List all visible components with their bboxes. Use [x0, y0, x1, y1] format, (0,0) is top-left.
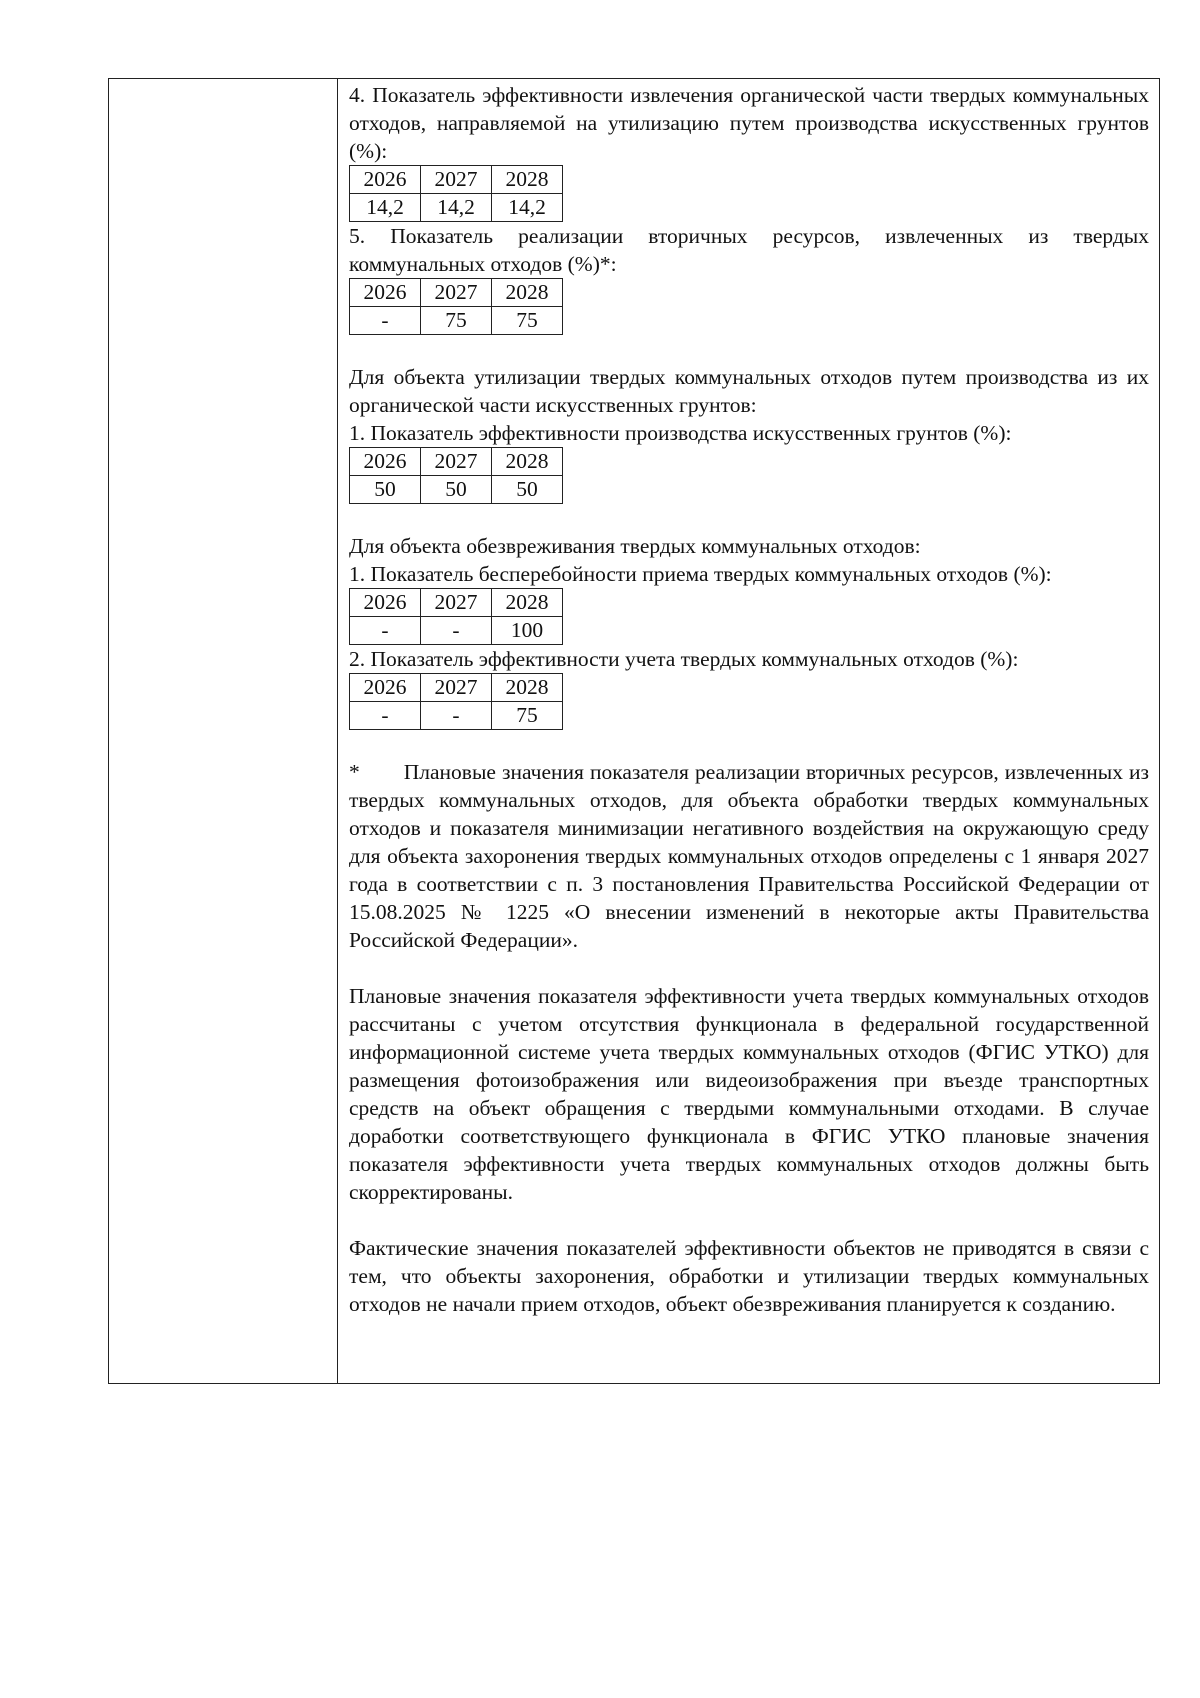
year-cell: 2026	[350, 589, 421, 617]
year-cell: 2028	[492, 589, 563, 617]
indicator-5-table	[349, 278, 563, 335]
value-cell: -	[350, 307, 421, 335]
year-cell: 2026	[350, 674, 421, 702]
neutral-indicator-2-table	[349, 673, 563, 730]
indicator-5-text: 5. Показатель реализации вторичных ресурсов, извлеченных из твердых коммунальных отходов (%)*:	[349, 224, 1149, 276]
soil-indicator-1-text: 1. Показатель эффективности производства искусственных грунтов (%):	[349, 421, 1012, 445]
value-cell: 14,2	[421, 194, 492, 222]
year-cell: 2027	[421, 674, 492, 702]
table-row	[350, 589, 563, 617]
year-cell: 2026	[350, 166, 421, 194]
footnote-text: Плановые значения показателя реализации вторичных ресурсов, извлеченных из твердых коммунальных отходов, для объекта обработки твердых коммунальных отходов и показателя минимизации негативного воздействия на окружающую среду для объекта захоронения твердых коммунальных отходов определены с 1 января 2027 года в соответствии с п. 3 постановления Правительства Российской Федерации от 15.08.2025 № 1225 «О внесении изменений в некоторые акты Правительства Российской Федерации».	[349, 760, 1149, 952]
document-table	[108, 78, 1160, 1384]
table-row	[350, 674, 563, 702]
table-row	[350, 476, 563, 504]
footnote-paragraph	[349, 758, 1149, 954]
table-row	[350, 702, 563, 730]
table-row	[350, 307, 563, 335]
indicator-4-table	[349, 165, 563, 222]
fgis-paragraph: Плановые значения показателя эффективности учета твердых коммунальных отходов рассчитаны с учетом отсутствия функционала в федеральной государственной информационной системе учета твердых коммунальных отходов (ФГИС УТКО) для размещения фотоизображения или видеоизображения при въезде транспортных средств на объект обращения с твердыми коммунальными отходами. В случае доработки соответствующего функционала в ФГИС УТКО плановые значения показателя эффективности учета твердых коммунальных отходов должны быть скорректированы.	[349, 984, 1149, 1204]
value-cell: 100	[492, 617, 563, 645]
table-row	[350, 279, 563, 307]
spacer	[349, 335, 1149, 363]
value-cell: 75	[492, 702, 563, 730]
year-cell: 2027	[421, 589, 492, 617]
year-cell: 2026	[350, 279, 421, 307]
section-soil-heading: Для объекта утилизации твердых коммунальных отходов путем производства из их органической части искусственных грунтов:	[349, 365, 1149, 417]
value-cell: -	[421, 702, 492, 730]
value-cell: 14,2	[492, 194, 563, 222]
year-cell: 2027	[421, 448, 492, 476]
table-row	[350, 448, 563, 476]
value-cell: 50	[350, 476, 421, 504]
right-cell-content	[349, 81, 1149, 1318]
table-row	[350, 194, 563, 222]
value-cell: 75	[492, 307, 563, 335]
year-cell: 2027	[421, 279, 492, 307]
value-cell: 75	[421, 307, 492, 335]
neutral-indicator-2-text: 2. Показатель эффективности учета твердых коммунальных отходов (%):	[349, 647, 1019, 671]
neutral-indicator-1-text: 1. Показатель бесперебойности приема твердых коммунальных отходов (%):	[349, 562, 1052, 586]
value-cell: -	[350, 617, 421, 645]
value-cell: -	[350, 702, 421, 730]
spacer	[349, 504, 1149, 532]
soil-indicator-1-table	[349, 447, 563, 504]
neutral-indicator-1-table	[349, 588, 563, 645]
actual-values-paragraph: Фактические значения показателей эффективности объектов не приводятся в связи с тем, что объекты захоронения, обработки и утилизации твердых коммунальных отходов не начали прием отходов, объект обезвреживания планируется к созданию.	[349, 1236, 1149, 1316]
year-cell: 2028	[492, 166, 563, 194]
value-cell: 50	[421, 476, 492, 504]
footnote-star: *	[349, 760, 360, 784]
year-cell: 2026	[350, 448, 421, 476]
spacer	[349, 730, 1149, 758]
section-neutral-heading: Для объекта обезвреживания твердых коммунальных отходов:	[349, 534, 921, 558]
value-cell: -	[421, 617, 492, 645]
year-cell: 2027	[421, 166, 492, 194]
table-row	[350, 617, 563, 645]
year-cell: 2028	[492, 279, 563, 307]
indicator-4-text: 4. Показатель эффективности извлечения органической части твердых коммунальных отходов, направляемой на утилизацию путем производства искусственных грунтов (%):	[349, 83, 1149, 163]
value-cell: 14,2	[350, 194, 421, 222]
column-divider	[337, 79, 338, 1383]
value-cell: 50	[492, 476, 563, 504]
table-row	[350, 166, 563, 194]
spacer	[349, 954, 1149, 982]
spacer	[349, 1206, 1149, 1234]
year-cell: 2028	[492, 448, 563, 476]
year-cell: 2028	[492, 674, 563, 702]
